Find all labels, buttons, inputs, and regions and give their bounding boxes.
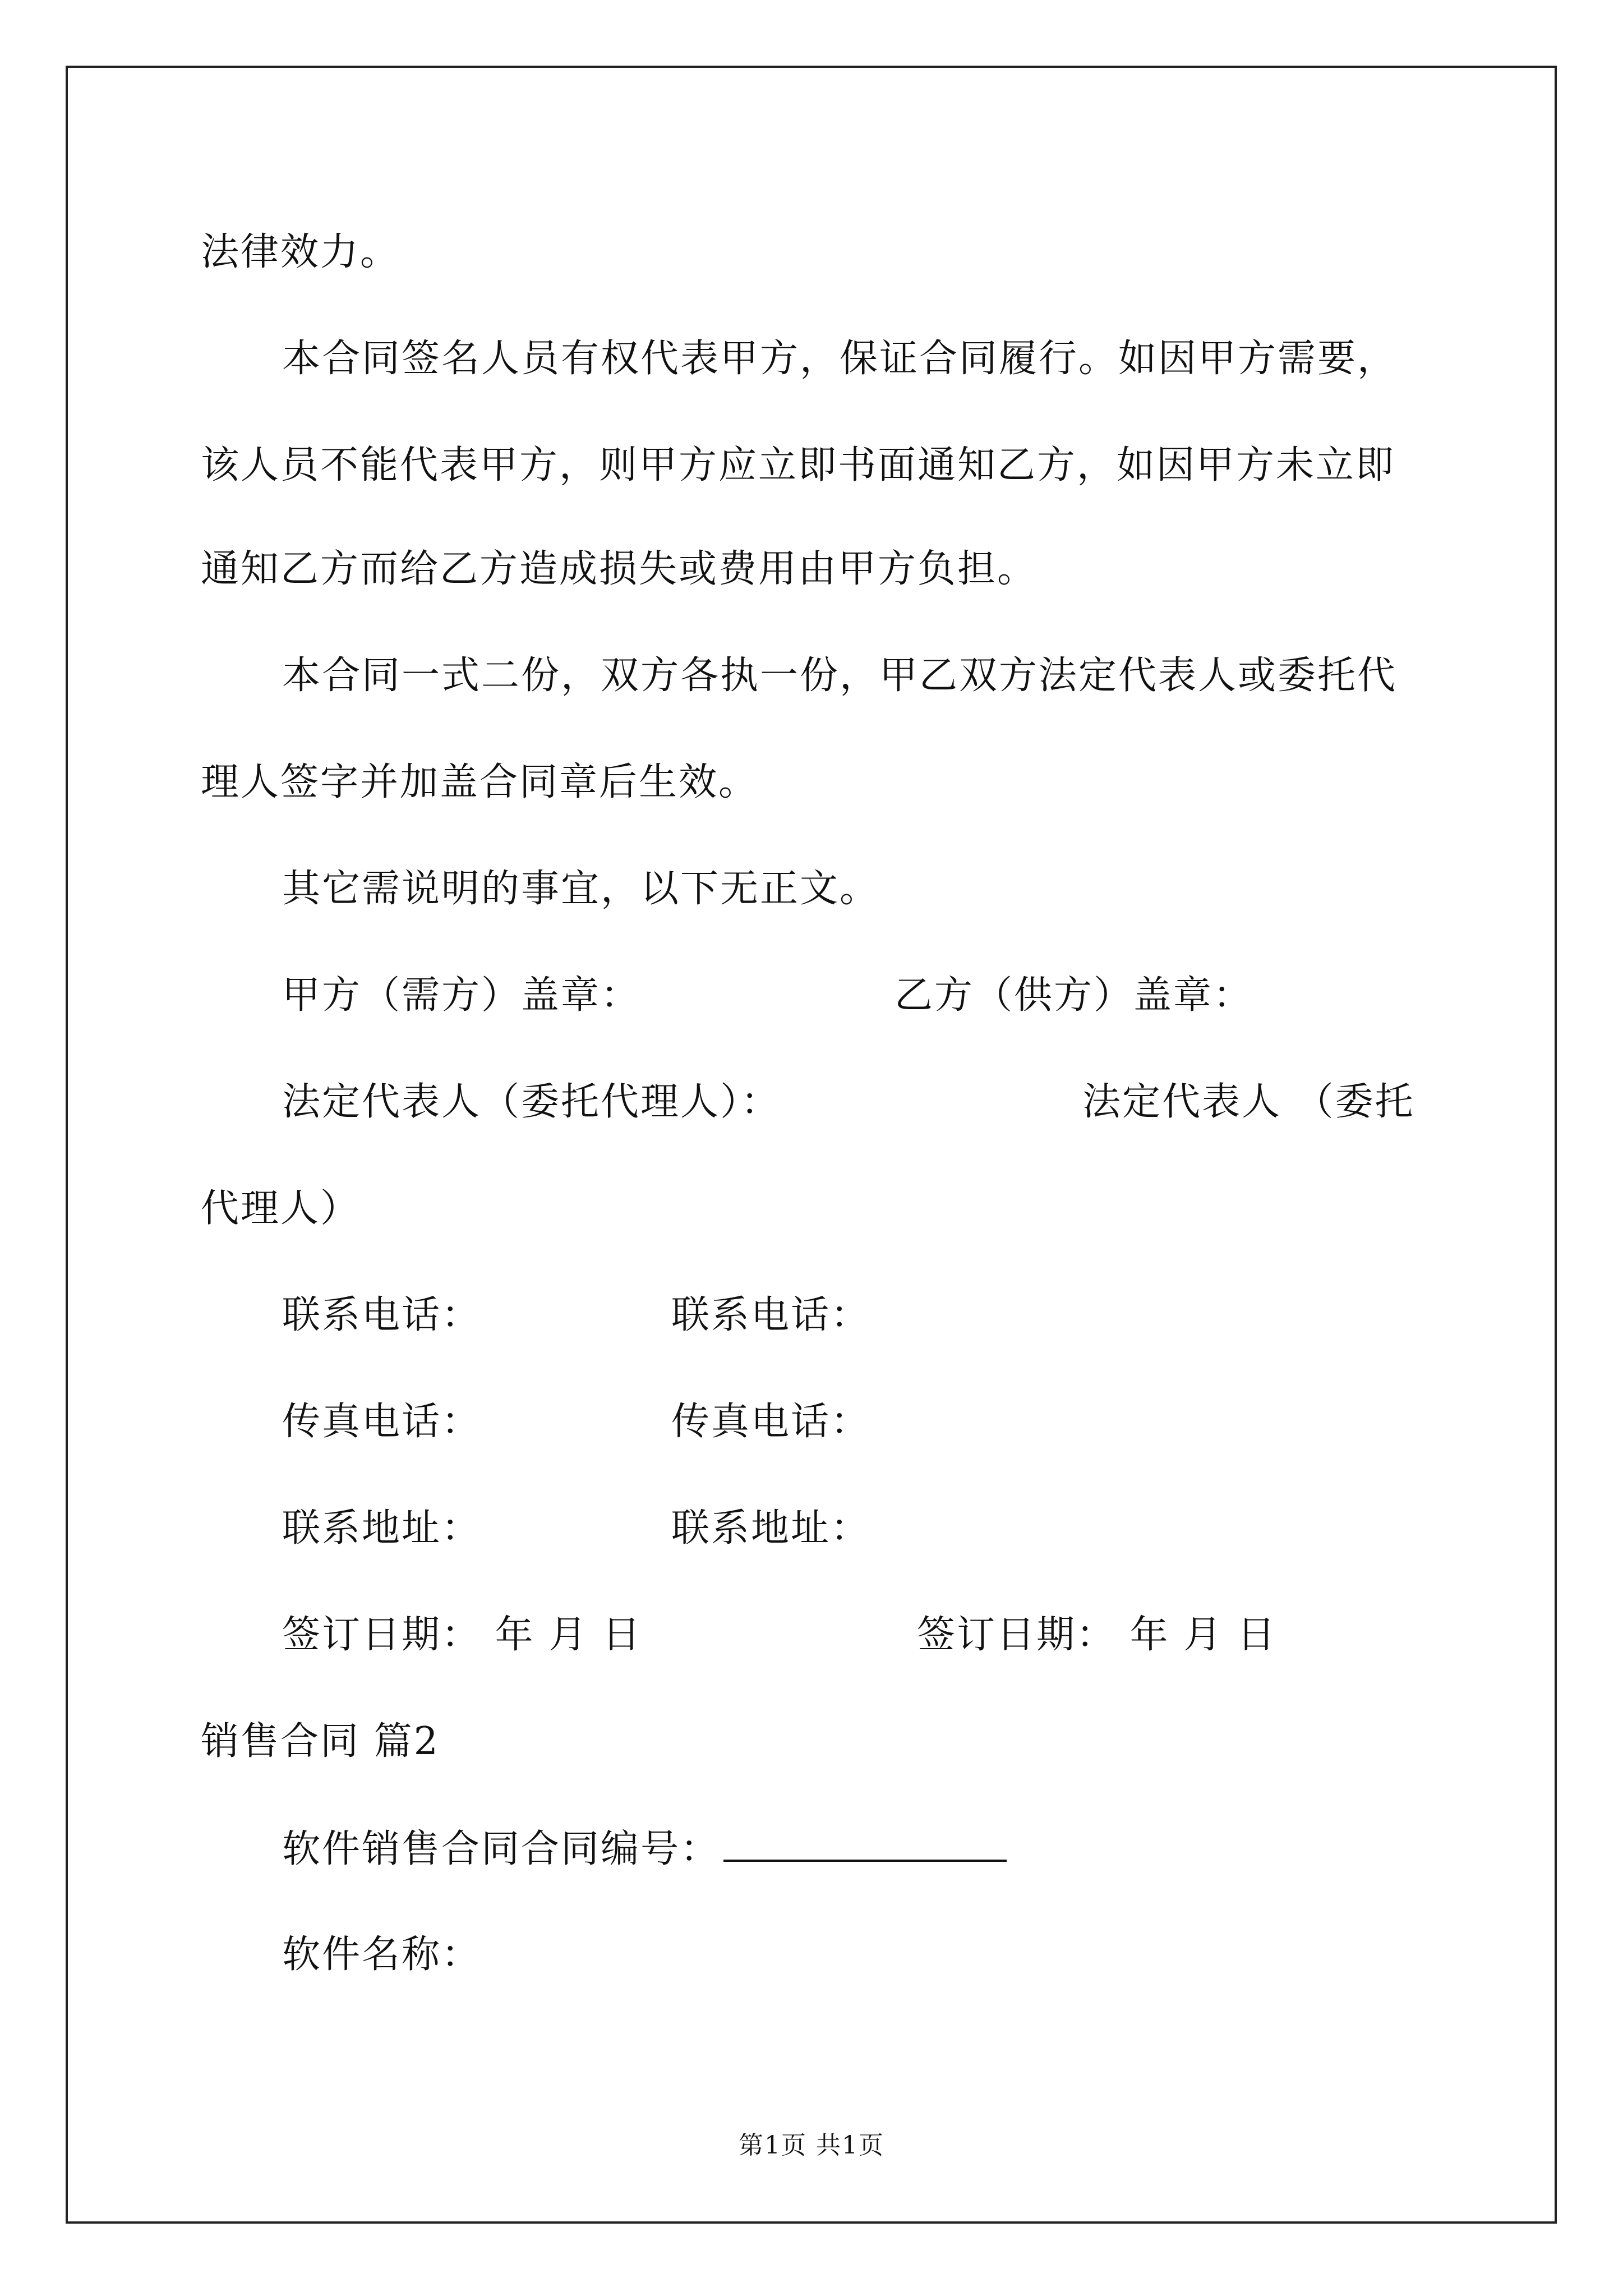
party-b-rep-cont: 代理人） (201, 1186, 361, 1231)
phone-b: 联系电话： (671, 1293, 871, 1337)
fax-a: 传真电话： (282, 1400, 482, 1444)
body-line-4: 通知乙方而给乙方造成损失或费用由甲方负担。 (201, 547, 1038, 591)
party-b-seal: 乙方（供方）盖章： (895, 973, 1253, 1018)
body-line-5: 本合同一式二份，双方各执一份，甲乙双方法定代表人或委托代 (282, 654, 1398, 698)
party-a-rep: 法定代表人（委托代理人）： (282, 1080, 781, 1124)
fax-b: 传真电话： (671, 1400, 871, 1444)
body-line-6: 理人签字并加盖合同章后生效。 (201, 760, 759, 804)
date-a: 签订日期： 年 月 日 (282, 1613, 642, 1657)
party-b-rep: 法定代表人 （委托 (1082, 1080, 1415, 1124)
body-line-7: 其它需说明的事宜，以下无正文。 (282, 867, 880, 911)
software-name-label: 软件名称： (282, 1932, 482, 1977)
party-a-seal: 甲方（需方）盖章： (282, 973, 641, 1018)
phone-a: 联系电话： (282, 1293, 482, 1337)
contract-number-blank (723, 1826, 1007, 1862)
body-line-2: 本合同签名人员有权代表甲方，保证合同履行。如因甲方需要， (282, 337, 1398, 381)
contract-number-label: 软件销售合同合同编号： (282, 1827, 721, 1871)
page-frame (66, 66, 1557, 2224)
section-heading: 销售合同 篇2 (201, 1719, 440, 1764)
page-footer: 第1页 共1页 (739, 2131, 884, 2160)
address-a: 联系地址： (282, 1506, 482, 1550)
contract-number-row (282, 1826, 1007, 1872)
date-b: 签订日期： 年 月 日 (917, 1613, 1277, 1657)
body-line-1: 法律效力。 (201, 230, 400, 274)
body-line-3: 该人员不能代表甲方，则甲方应立即书面通知乙方，如因甲方未立即 (201, 443, 1396, 487)
address-b: 联系地址： (671, 1506, 871, 1550)
